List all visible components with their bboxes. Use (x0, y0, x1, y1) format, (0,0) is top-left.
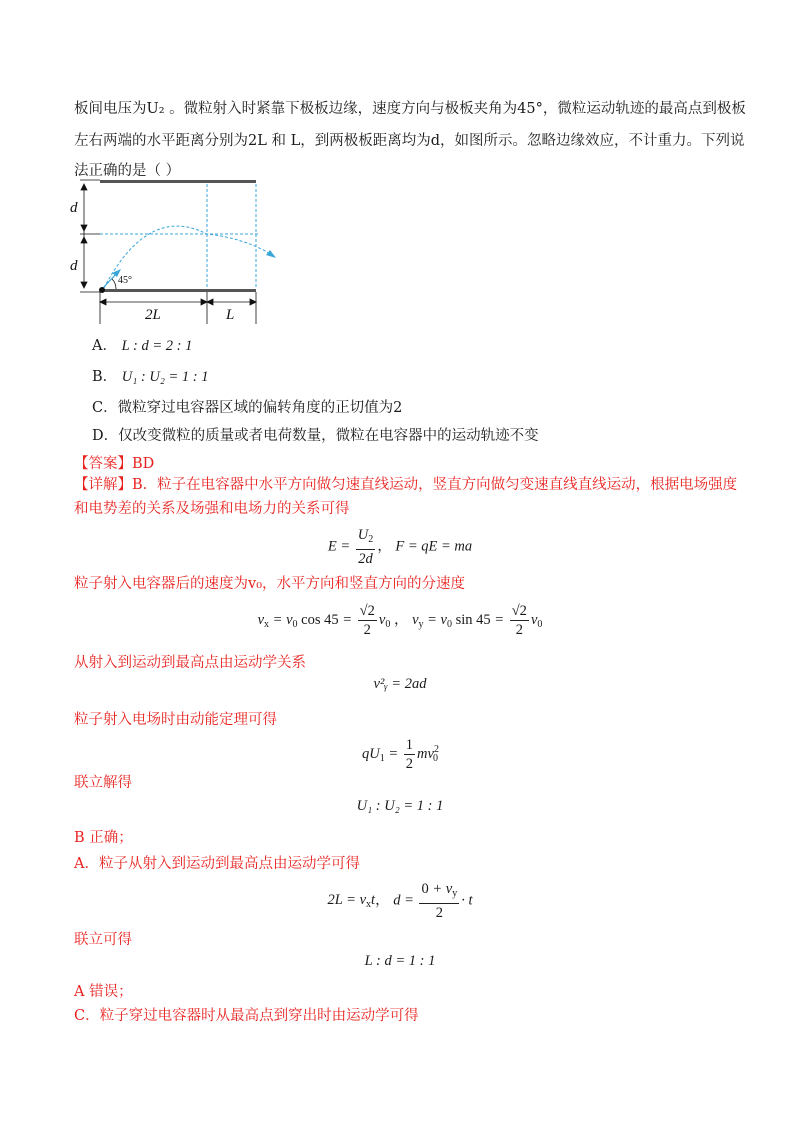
option-c: C．微粒穿过电容器区域的偏转角度的正切值为2 (92, 400, 403, 416)
top-plate (100, 180, 256, 183)
question-line-2: 左右两端的水平距离分别为2L 和 L，到两极板距离均为d，如图所示。忽略边缘效应，不计重力。下列说 (74, 133, 745, 149)
equation-vy-squared: v²ᵧ = 2ad (373, 676, 427, 692)
b-correct: B 正确； (74, 830, 133, 846)
equation-energy: $qU_1$ = $\frac{1}{2}$ $mv^2_0$ (362, 737, 439, 772)
d-bottom-label: d (70, 258, 78, 274)
text-combine: 联立可得 (74, 932, 132, 948)
text-energy: 粒子射入电场时由动能定理可得 (74, 712, 277, 728)
question-line-3: 法正确的是（ ） (74, 163, 181, 179)
equation-velocity-components: $v_x = v_0$ cos 45 = $\frac{√2}{2}$ $v_0$ ， $v_y = v_0$ sin 45 = $\frac{√2}{2}$ $v_0$ (257, 603, 543, 638)
capacitor-figure (60, 176, 300, 326)
equation-L-d: L : d = 1 : 1 (364, 953, 436, 969)
question-line-1: 板间电压为U₂ 。微粒射入时紧靠下极板边缘，速度方向与极板夹角为45°，微粒运动轨迹的最高点到极板 (74, 101, 746, 117)
option-a: A． L : d = 2 : 1 (92, 338, 193, 354)
detail-line-2: 和电势差的关系及场强和电场力的关系可得 (74, 501, 350, 517)
c-text: C．粒子穿过电容器时从最高点到穿出时由运动学可得 (74, 1008, 419, 1024)
d-top-label: d (70, 200, 78, 216)
answer-label: 【答案】BD (74, 456, 155, 472)
detail-line-1: 【详解】B．粒子在电容器中水平方向做匀速直线运动，竖直方向做匀变速直线直线运动，根据电场强度 (74, 477, 738, 493)
L-label: L (226, 307, 235, 323)
angle-label: 45° (118, 275, 132, 286)
a-wrong: A 错误； (74, 984, 133, 1000)
text-solve: 联立解得 (74, 775, 132, 791)
a-text: A．粒子从射入到运动到最高点由运动学可得 (74, 856, 360, 872)
option-d: D．仅改变微粒的质量或者电荷数量，微粒在电容器中的运动轨迹不变 (92, 428, 539, 444)
bottom-plate (100, 289, 256, 292)
equation-E-F: E = $\frac{U_2}{2d}$ ， F = qE = ma (327, 527, 473, 567)
option-b: B． U₁ : U₂ = 1 : 1 (92, 369, 209, 385)
text-kinematics: 从射入到运动到最高点由运动学关系 (74, 655, 306, 671)
2L-label: 2L (145, 307, 161, 323)
equation-U-ratio: U₁ : U₂ = 1 : 1 (356, 798, 444, 814)
trajectory-arrow (266, 250, 276, 258)
equation-2L-d: $2L = v_xt$， d = $\frac{0 + v_y}{2}$ · t (327, 881, 473, 921)
text-v0: 粒子射入电容器后的速度为v₀，水平方向和竖直方向的分速度 (74, 576, 466, 592)
